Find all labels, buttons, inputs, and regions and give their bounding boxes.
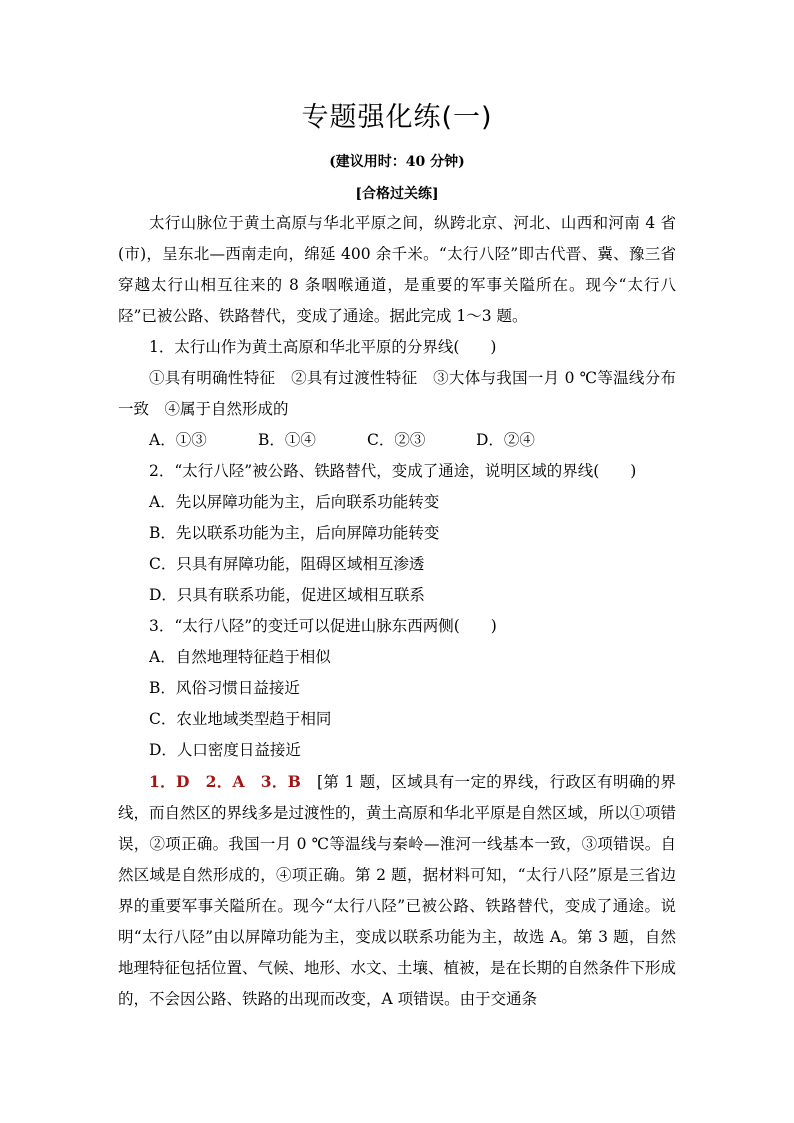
question-3-option-d: D．人口密度日益接近 xyxy=(149,741,301,759)
question-2-stem: 2．“太行八陉”被公路、铁路替代，变成了通途，说明区域的界线( ) xyxy=(149,462,637,480)
question-1-stem: 1．太行山作为黄土高原和华北平原的分界线( ) xyxy=(149,338,497,356)
question-1-statements: ①具有明确性特征 ②具有过渡性特征 ③大体与我国一月 0 ℃等温线分布一致 ④属于自然形成的 xyxy=(118,369,676,418)
question-2-option-c: C．只具有屏障功能，阻碍区域相互渗透 xyxy=(149,555,425,573)
question-2-option-d: D．只具有联系功能，促进区域相互联系 xyxy=(149,586,425,604)
answer-text: [第 1 题，区域具有一定的界线，行政区有明确的界线，而自然区的界线多是过渡性的，黄土高原和华北平原是自然区域，所以①项错误，②项正确。我国一月 0 ℃等温线与秦岭—淮河一线基本一致，③项错误。自然区域是自然形成的，④项正确。第 2 题，据材料可知，“太行八陉”原是三省边界的重要军事关隘所在。现今“太行八陉”已被公路、铁路替代，变成了通途。说明“太行八陉”由以屏障功能为主，变成以联系功能为主，故选 A。第 3 题，自然地理特征包括位置、气候、地形、水文、土壤、植被，是在长期的自然条件下形成的，不会因公路、铁路的出现而改变，A 项错误。由于交通条 xyxy=(118,773,677,1008)
answer-explanation xyxy=(118,766,676,1015)
question-1-option-c: C．②③ xyxy=(367,431,426,449)
question-3-option-c: C．农业地域类型趋于相同 xyxy=(149,710,332,728)
question-3-option-a: A．自然地理特征趋于相似 xyxy=(149,648,331,666)
question-1-option-b: B．①④ xyxy=(258,431,316,449)
question-2-option-b: B．先以联系功能为主，后向屏障功能转变 xyxy=(149,524,440,542)
reading-passage: 太行山脉位于黄土高原与华北平原之间，纵跨北京、河北、山西和河南 4 省(市)，呈东北—西南走向，绵延 400 余千米。“太行八陉”即古代晋、冀、豫三省穿越太行山相互往来的 8 条咽喉通道，是重要的军事关隘所在。现今“太行八陉”已被公路、铁路替代，变成了通途。据此完成 1～3 题。 xyxy=(118,214,676,325)
question-3-option-b: B．风俗习惯日益接近 xyxy=(149,679,300,697)
question-3-stem: 3．“太行八陉”的变迁可以促进山脉东西两侧( ) xyxy=(149,617,497,635)
question-1-option-d: D．②④ xyxy=(476,431,535,449)
section-heading: [合格过关练] xyxy=(355,186,439,202)
answer-key: 1．D 2．A 3．B xyxy=(149,772,301,791)
page-title: 专题强化练(一) xyxy=(301,102,493,133)
question-2-option-a: A．先以屏障功能为主，后向联系功能转变 xyxy=(149,493,440,511)
question-1-option-a: A．①③ xyxy=(149,431,207,449)
suggested-time: (建议用时：40 分钟) xyxy=(329,154,465,170)
document-body xyxy=(118,208,676,1015)
question-1-options xyxy=(118,425,676,456)
